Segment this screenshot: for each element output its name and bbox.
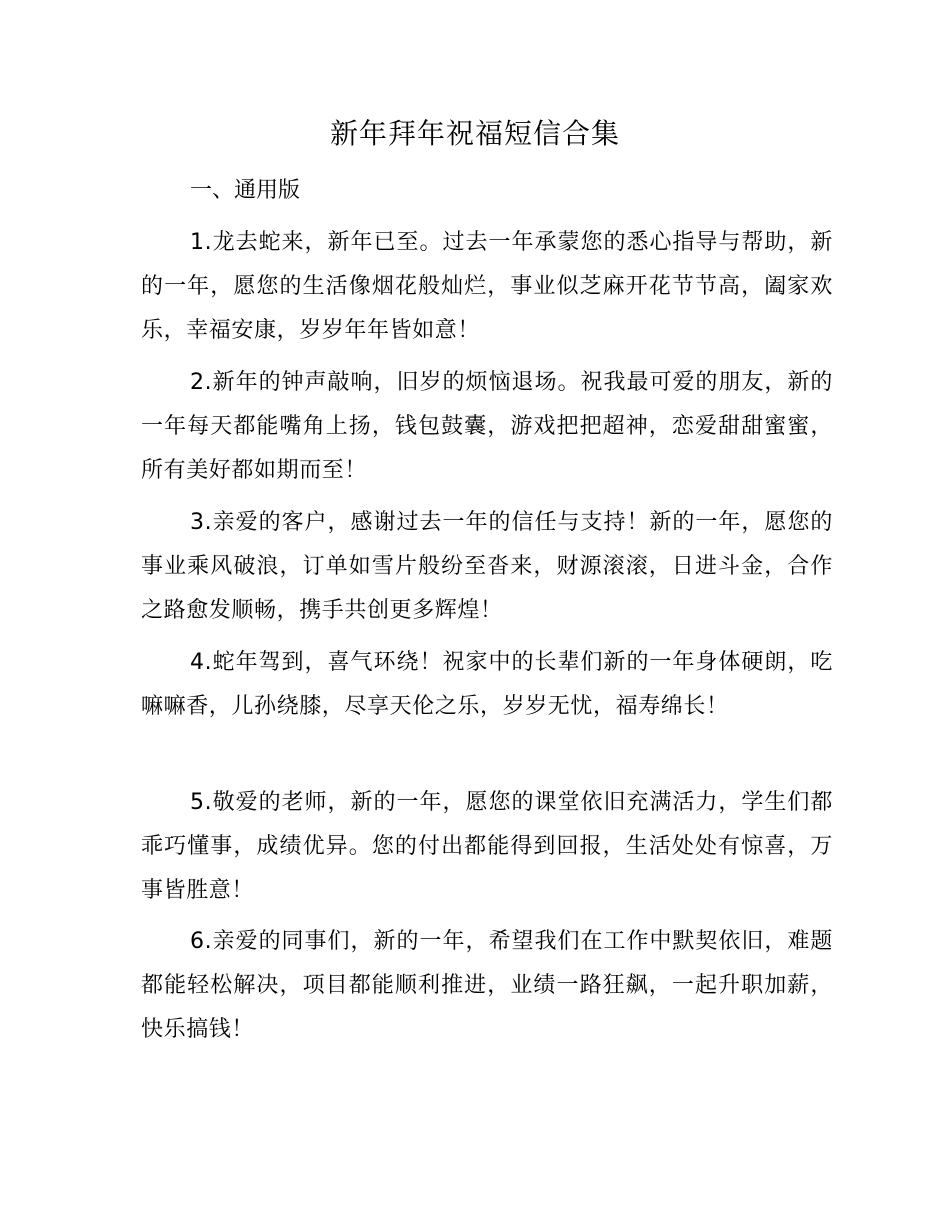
greeting-paragraph-4: 4.蛇年驾到，喜气环绕！祝家中的长辈们新的一年身体硬朗，吃嘛嘛香，儿孙绕膝，尽享天伦之乐，岁岁无忧，福寿绵长！ <box>141 650 833 719</box>
greeting-paragraph-5: 5.敬爱的老师，新的一年，愿您的课堂依旧充满活力，学生们都乖巧懂事，成绩优异。您的付出都能得到回报，生活处处有惊喜，万事皆胜意！ <box>141 790 833 903</box>
greeting-paragraph-3: 3.亲爱的客户，感谢过去一年的信任与支持！新的一年，愿您的事业乘风破浪，订单如雪片般纷至沓来，财源滚滚，日进斗金，合作之路愈发顺畅，携手共创更多辉煌！ <box>141 510 833 623</box>
greeting-paragraph-6: 6.亲爱的同事们，新的一年，希望我们在工作中默契依旧，难题都能轻松解决，项目都能顺利推进，业绩一路狂飙，一起升职加薪，快乐搞钱！ <box>141 929 833 1042</box>
document-title: 新年拜年祝福短信合集 <box>329 117 620 150</box>
greeting-paragraph-2: 2.新年的钟声敲响，旧岁的烦恼退场。祝我最可爱的朋友，新的一年每天都能嘴角上扬，钱包鼓囊，游戏把把超神，恋爱甜甜蜜蜜，所有美好都如期而至！ <box>141 370 833 483</box>
greeting-paragraph-1: 1.龙去蛇来，新年已至。过去一年承蒙您的悉心指导与帮助，新的一年，愿您的生活像烟花般灿烂，事业似芝麻开花节节高，阖家欢乐，幸福安康，岁岁年年皆如意！ <box>141 230 833 343</box>
section-heading: 一、通用版 <box>190 178 301 203</box>
